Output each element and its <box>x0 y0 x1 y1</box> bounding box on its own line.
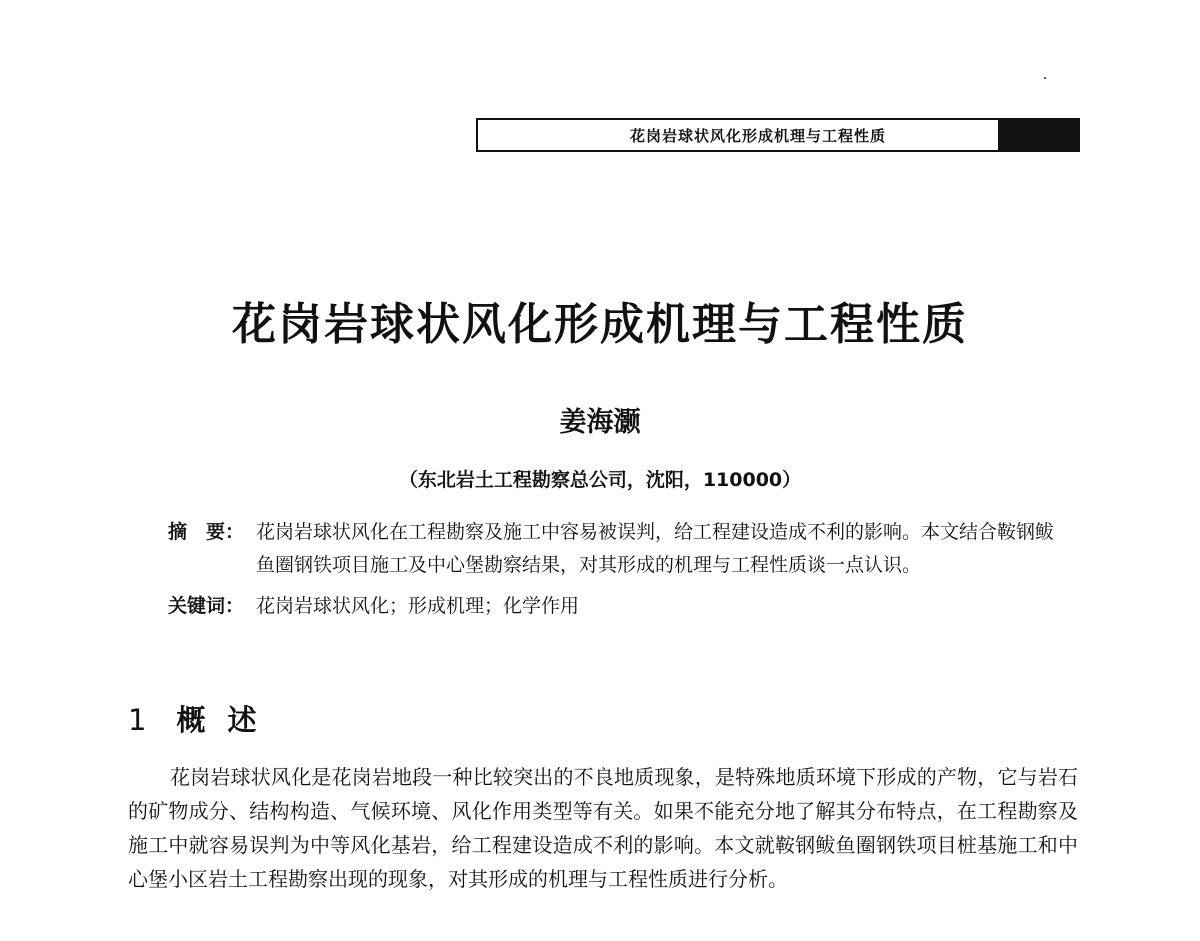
keywords-label: 关键词： <box>168 595 245 617</box>
section-heading <box>128 698 278 739</box>
paper-title: 花岗岩球状风化形成机理与工程性质 <box>232 299 968 350</box>
abstract-block <box>168 516 1058 623</box>
section-title: 概述 <box>176 703 279 737</box>
keywords-text: 花岗岩球状风化；形成机理；化学作用 <box>256 595 580 617</box>
running-header-black-block <box>998 120 1078 150</box>
running-header <box>476 118 1080 152</box>
abstract-text: 花岗岩球状风化在工程勘察及施工中容易被误判，给工程建设造成不利的影响。本文结合鞍钢鲅鱼圈钢铁项目施工及中心堡勘察结果，对其形成的机理与工程性质谈一点认识。 <box>256 521 1055 576</box>
body-paragraph: 花岗岩球状风化是花岗岩地段一种比较突出的不良地质现象，是特殊地质环境下形成的产物，它与岩石的矿物成分、结构构造、气候环境、风化作用类型等有关。如果不能充分地了解其分布特点，在工程勘察及施工中就容易误判为中等风化基岩，给工程建设造成不利的影响。本文就鞍钢鲅鱼圈钢铁项目桩基施工和中心堡小区岩土工程勘察出现的现象，对其形成的机理与工程性质进行分析。 <box>128 765 1078 891</box>
scan-speck <box>1044 77 1046 79</box>
paper-affiliation: （东北岩土工程勘察总公司，沈阳，110000） <box>398 469 802 491</box>
section-number: 1 <box>128 703 147 737</box>
abstract-row <box>168 516 1058 582</box>
paper-author: 姜海灏 <box>559 407 641 438</box>
keywords-row <box>168 590 1058 623</box>
abstract-label: 摘 要： <box>168 521 245 543</box>
running-header-title: 花岗岩球状风化形成机理与工程性质 <box>629 126 886 145</box>
